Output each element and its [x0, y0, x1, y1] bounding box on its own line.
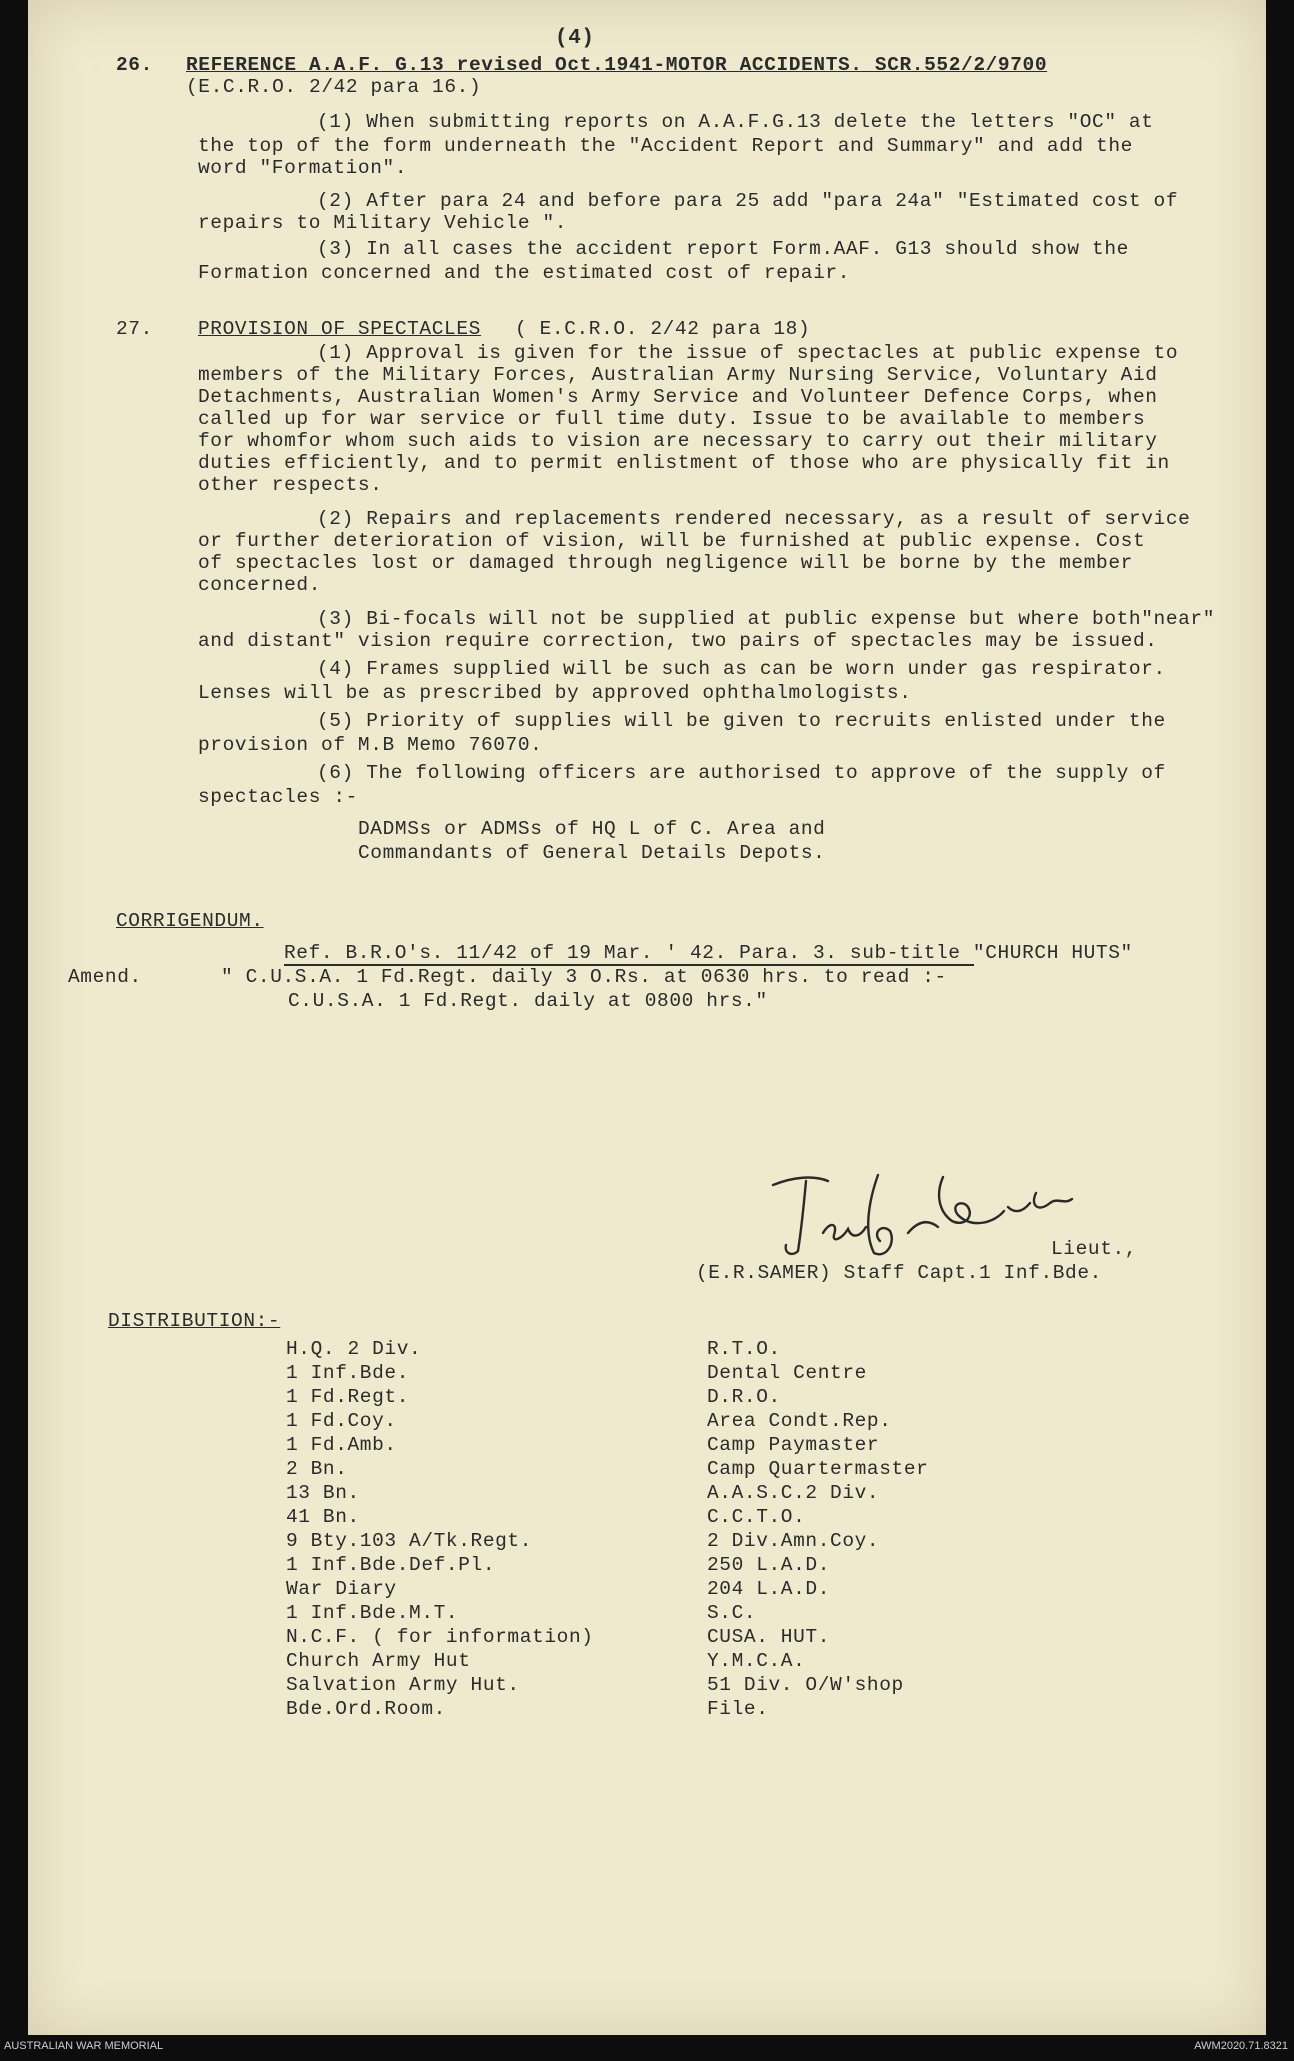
para-27-heading: PROVISION OF SPECTACLES	[198, 318, 481, 340]
distribution-right-item: S.C.	[707, 1602, 757, 1624]
para-27-line: Commandants of General Details Depots.	[358, 842, 826, 864]
distribution-left-item: 13 Bn.	[286, 1482, 360, 1504]
para-27-line: duties efficiently, and to permit enlistment of those who are physically fit in	[198, 452, 1170, 474]
corrigendum-amend-line: " C.U.S.A. 1 Fd.Regt. daily 3 O.Rs. at 0630 hrs. to read :-	[221, 966, 947, 988]
para-27-line: (2) Repairs and replacements rendered necessary, as a result of service	[317, 508, 1191, 530]
para-27-line: or further deterioration of vision, will be furnished at public expense. Cost	[198, 530, 1146, 552]
para-26-heading: REFERENCE A.A.F. G.13 revised Oct.1941-MOTOR ACCIDENTS. SCR.552/2/9700	[186, 54, 1048, 76]
para-27-line: provision of M.B Memo 76070.	[198, 734, 543, 756]
distribution-right-item: 250 L.A.D.	[707, 1554, 831, 1576]
distribution-left-item: 1 Fd.Regt.	[286, 1386, 410, 1408]
para-26-line: the top of the form underneath the "Accident Report and Summary" and add the	[198, 135, 1133, 157]
page-number: (4)	[555, 27, 595, 50]
corrigendum-amend-line: C.U.S.A. 1 Fd.Regt. daily at 0800 hrs."	[288, 990, 768, 1012]
distribution-left-item: H.Q. 2 Div.	[286, 1338, 422, 1360]
distribution-left-item: Salvation Army Hut.	[286, 1674, 520, 1696]
para-27-line: and distant" vision require correction, two pairs of spectacles may be issued.	[198, 630, 1158, 652]
para-27-line: DADMSs or ADMSs of HQ L of C. Area and	[358, 818, 826, 840]
para-27-line: (3) Bi-focals will not be supplied at public expense but where both"near"	[317, 608, 1216, 630]
para-27-line: spectacles :-	[198, 786, 358, 808]
para-26-heading-ref: (E.C.R.O. 2/42 para 16.)	[186, 76, 482, 98]
distribution-right-item: File.	[707, 1698, 769, 1720]
para-26-line: repairs to Military Vehicle ".	[198, 212, 568, 234]
distribution-right-item: Camp Paymaster	[707, 1434, 880, 1456]
footer-source: AUSTRALIAN WAR MEMORIAL	[4, 2040, 164, 2052]
distribution-right-item: Dental Centre	[707, 1362, 867, 1384]
distribution-left-item: N.C.F. ( for information)	[286, 1626, 594, 1648]
para-26-line: (2) After para 24 and before para 25 add "para 24a" "Estimated cost of	[317, 190, 1179, 212]
distribution-left-item: 1 Fd.Amb.	[286, 1434, 397, 1456]
distribution-left-item: 41 Bn.	[286, 1506, 360, 1528]
distribution-right-item: C.C.T.O.	[707, 1506, 806, 1528]
para-27-line: of spectacles lost or damaged through negligence will be borne by the member	[198, 552, 1133, 574]
distribution-left-item: 1 Inf.Bde.M.T.	[286, 1602, 459, 1624]
distribution-left-item: 2 Bn.	[286, 1458, 348, 1480]
distribution-right-item: Y.M.C.A.	[707, 1650, 806, 1672]
para-26-line: word "Formation".	[198, 157, 408, 179]
distribution-right-item: 51 Div. O/W'shop	[707, 1674, 904, 1696]
document-page	[28, 0, 1266, 2035]
para-27-number: 27.	[116, 318, 153, 340]
distribution-right-item: R.T.O.	[707, 1338, 781, 1360]
para-27-line: members of the Military Forces, Australian Army Nursing Service, Voluntary Aid	[198, 364, 1158, 386]
para-27-line: (6) The following officers are authorised to approve of the supply of	[317, 762, 1166, 784]
para-27-line: (5) Priority of supplies will be given to recruits enlisted under the	[317, 710, 1166, 732]
para-27-line: Detachments, Australian Women's Army Service and Volunteer Defence Corps, when	[198, 386, 1158, 408]
para-27-line: other respects.	[198, 474, 383, 496]
para-26-line: Formation concerned and the estimated cost of repair.	[198, 262, 851, 284]
distribution-heading: DISTRIBUTION:-	[108, 1310, 281, 1332]
para-26-line: (3) In all cases the accident report Form.AAF. G13 should show the	[317, 238, 1129, 260]
distribution-right-item: CUSA. HUT.	[707, 1626, 831, 1648]
distribution-right-item: Area Condt.Rep.	[707, 1410, 892, 1432]
distribution-left-item: War Diary	[286, 1578, 397, 1600]
para-27-line: called up for war service or full time duty. Issue to be available to members	[198, 408, 1146, 430]
para-27-line: (1) Approval is given for the issue of spectacles at public expense to	[317, 342, 1179, 364]
para-26-line: (1) When submitting reports on A.A.F.G.13 delete the letters "OC" at	[317, 111, 1154, 133]
distribution-right-item: Camp Quartermaster	[707, 1458, 929, 1480]
distribution-left-item: Bde.Ord.Room.	[286, 1698, 446, 1720]
distribution-left-item: 1 Inf.Bde.Def.Pl.	[286, 1554, 496, 1576]
signatory-rank: Lieut.,	[1051, 1238, 1138, 1260]
para-27-line: concerned.	[198, 574, 322, 596]
corrigendum-heading: CORRIGENDUM.	[116, 910, 264, 932]
handwritten-signature	[768, 1163, 1098, 1268]
signatory-name-title: (E.R.SAMER) Staff Capt.1 Inf.Bde.	[696, 1262, 1102, 1284]
para-26-number: 26.	[116, 54, 153, 76]
para-27-line: Lenses will be as prescribed by approved ophthalmologists.	[198, 682, 912, 704]
para-27-line: for whomfor whom such aids to vision are necessary to carry out their military	[198, 430, 1158, 452]
footer-accession-number: AWM2020.71.8321	[1194, 2040, 1288, 2052]
amend-label: Amend.	[68, 966, 142, 988]
distribution-right-item: 2 Div.Amn.Coy.	[707, 1530, 880, 1552]
distribution-right-item: D.R.O.	[707, 1386, 781, 1408]
para-27-heading-ref: ( E.C.R.O. 2/42 para 18)	[515, 318, 811, 340]
para-27-line: (4) Frames supplied will be such as can be worn under gas respirator.	[317, 658, 1166, 680]
distribution-right-item: A.A.S.C.2 Div.	[707, 1482, 880, 1504]
distribution-left-item: 9 Bty.103 A/Tk.Regt.	[286, 1530, 533, 1552]
distribution-right-item: 204 L.A.D.	[707, 1578, 831, 1600]
distribution-left-item: 1 Inf.Bde.	[286, 1362, 410, 1384]
distribution-left-item: 1 Fd.Coy.	[286, 1410, 397, 1432]
distribution-left-item: Church Army Hut	[286, 1650, 471, 1672]
corrigendum-ref-line: Ref. B.R.O's. 11/42 of 19 Mar. ' 42. Para. 3. sub-title "CHURCH HUTS"	[284, 942, 1133, 964]
